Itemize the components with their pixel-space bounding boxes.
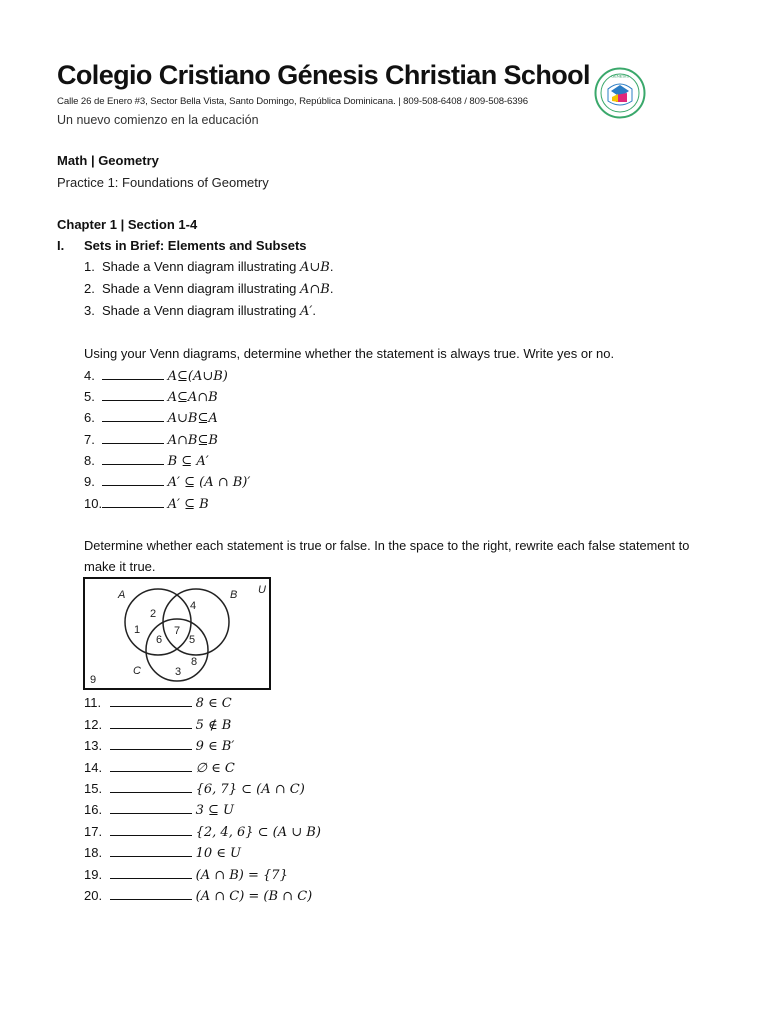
answer-blank[interactable] <box>110 887 192 900</box>
region-label: 4 <box>190 600 197 612</box>
venn-diagram <box>83 577 271 690</box>
answer-blank[interactable] <box>102 409 164 422</box>
school-crest-logo <box>594 67 646 119</box>
question-item: 19. (A ∩ B) = {7} <box>84 867 288 883</box>
question-item: 11. 8 ∈ C <box>84 695 232 711</box>
question-item: 12. 5 ∉ B <box>84 717 232 733</box>
answer-blank[interactable] <box>102 431 164 444</box>
set-label-b: B <box>230 589 238 601</box>
school-address: Calle 26 de Enero #3, Sector Bella Vista, Santo Domingo, República Dominicana. | 809-508-6408 / 809-508-6396 <box>57 96 528 107</box>
answer-blank[interactable] <box>110 866 192 879</box>
answer-blank[interactable] <box>110 694 192 707</box>
tf-instruction-line2: make it true. <box>84 559 156 574</box>
question-item: 17. {2, 4, 6} ⊂ (A ∪ B) <box>84 824 321 840</box>
logo-text: GÉNESIS <box>611 73 629 79</box>
region-label: 3 <box>175 666 182 678</box>
question-item: 7. A∩B⊆B <box>84 432 218 448</box>
question-item: 18. 10 ∈ U <box>84 845 242 861</box>
subject-heading: Math | Geometry <box>57 153 159 168</box>
question-item: 13. 9 ∈ B′ <box>84 738 235 754</box>
answer-blank[interactable] <box>102 452 164 465</box>
question-item: 8. B ⊆ A′ <box>84 453 209 469</box>
set-label-a: A <box>118 589 126 601</box>
question-item: 5. A⊆A∩B <box>84 389 218 405</box>
answer-blank[interactable] <box>110 759 192 772</box>
answer-blank[interactable] <box>110 823 192 836</box>
chapter-heading: Chapter 1 | Section 1-4 <box>57 217 198 232</box>
tf-instruction-line1: Determine whether each statement is true or false. In the space to the right, rewrite each false statement to <box>84 538 690 553</box>
answer-blank[interactable] <box>102 367 164 380</box>
question-item: 6. A∪B⊆A <box>84 410 218 426</box>
question-item: 15. {6, 7} ⊂ (A ∩ C) <box>84 781 305 797</box>
set-label-c: C <box>133 665 141 677</box>
answer-blank[interactable] <box>102 473 164 486</box>
question-item: 9. A′ ⊆ (A ∩ B)′ <box>84 474 251 490</box>
answer-blank[interactable] <box>110 801 192 814</box>
question-item: 16. 3 ⊆ U <box>84 802 235 818</box>
answer-blank[interactable] <box>110 737 192 750</box>
answer-blank[interactable] <box>110 780 192 793</box>
answer-blank[interactable] <box>110 716 192 729</box>
school-title: Colegio Cristiano Génesis Christian School <box>57 60 590 90</box>
region-label: 2 <box>150 608 157 620</box>
practice-title: Practice 1: Foundations of Geometry <box>57 175 269 190</box>
answer-blank[interactable] <box>102 388 164 401</box>
region-label: 1 <box>134 624 141 636</box>
section-numeral: I. <box>57 238 65 253</box>
answer-blank[interactable] <box>102 495 164 508</box>
answer-blank[interactable] <box>110 844 192 857</box>
region-label: 7 <box>174 625 181 637</box>
yes-no-instruction: Using your Venn diagrams, determine whether the statement is always true. Write yes or no. <box>84 346 615 361</box>
list-item: 2. Shade a Venn diagram illustrating A∩B. <box>84 281 334 297</box>
question-item: 4. A⊆(A∪B) <box>84 368 228 384</box>
question-item: 20. (A ∩ C) = (B ∩ C) <box>84 888 313 904</box>
region-label: 6 <box>156 634 163 646</box>
school-motto: Un nuevo comienzo en la educación <box>57 113 259 127</box>
region-label: 9 <box>90 674 97 686</box>
universe-label: U <box>258 584 266 596</box>
question-item: 14. ∅ ∈ C <box>84 760 235 776</box>
list-item: 3. Shade a Venn diagram illustrating A′. <box>84 303 316 319</box>
list-item: 1. Shade a Venn diagram illustrating A∪B. <box>84 259 334 275</box>
region-label: 8 <box>191 656 198 668</box>
section-heading: Sets in Brief: Elements and Subsets <box>84 238 307 253</box>
region-label: 5 <box>189 634 196 646</box>
question-item: 10. A′ ⊆ B <box>84 496 209 512</box>
